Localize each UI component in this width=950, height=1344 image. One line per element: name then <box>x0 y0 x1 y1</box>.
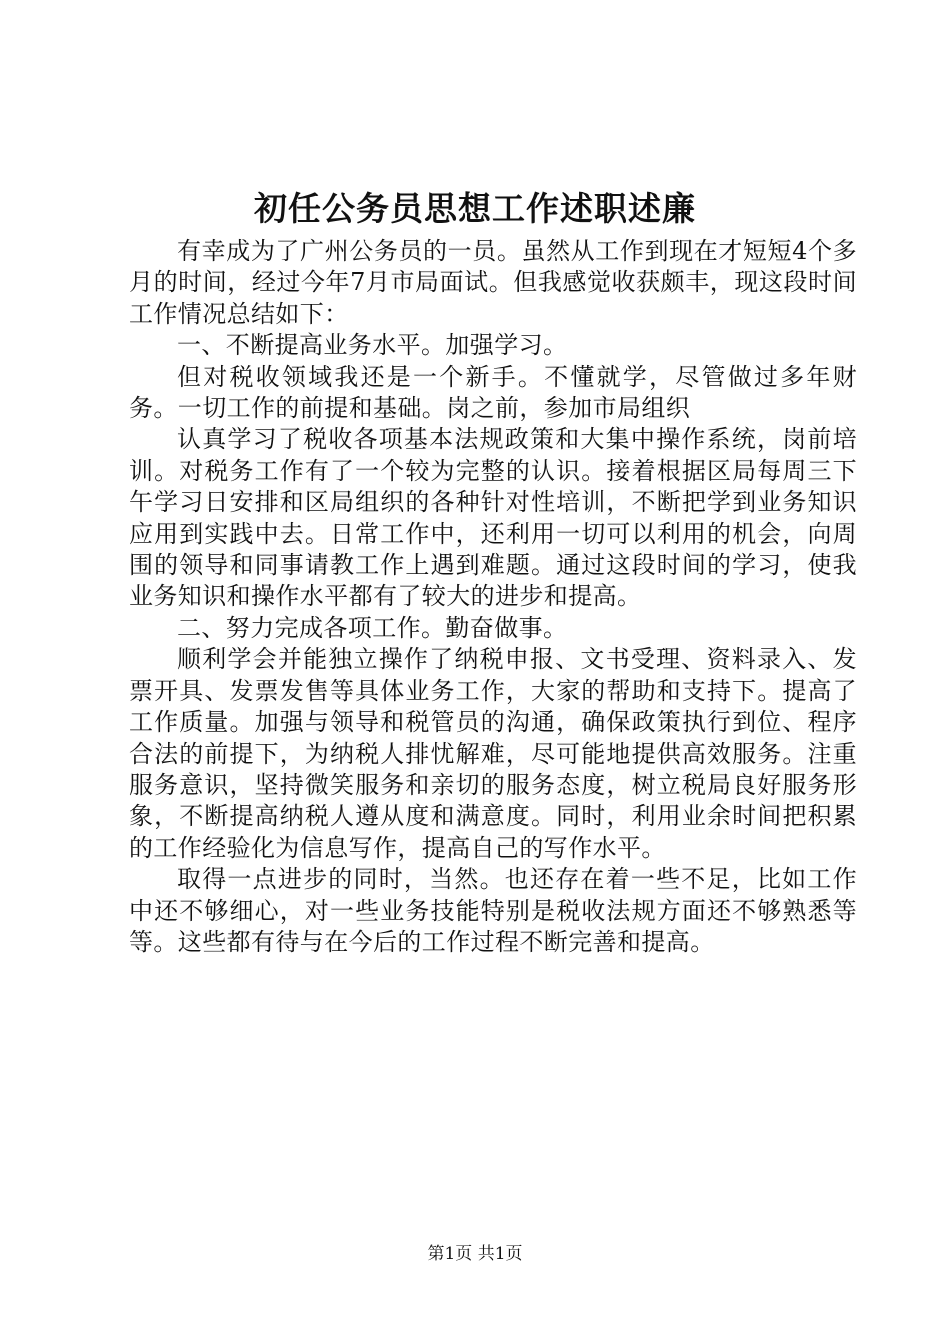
paragraph-intro: 有幸成为了广州公务员的一员。虽然从工作到现在才短短4个多月的时间，经过今年7月市局面试。但我感觉收获颇丰，现这段时间工作情况总结如下： <box>129 237 857 328</box>
paragraph-section-2: 顺利学会并能独立操作了纳税申报、文书受理、资料录入、发票开具、发票发售等具体业务工作，大家的帮助和支持下。提高了工作质量。加强与领导和税管员的沟通，确保政策执行到位、程序合法的前提下，为纳税人排忧解难，尽可能地提供高效服务。注重服务意识，坚持微笑服务和亲切的服务态度，树立税局良好服务形象，不断提高纳税人遵从度和满意度。同时，利用业余时间把积累的工作经验化为信息写作，提高自己的写作水平。 <box>129 645 857 862</box>
paragraph-section-1-b: 认真学习了税收各项基本法规政策和大集中操作系统，岗前培训。对税务工作有了一个较为完整的认识。接着根据区局每周三下午学习日安排和区局组织的各种针对性培训，不断把学到业务知识应用到实践中去。日常工作中，还利用一切可以利用的机会，向周围的领导和同事请教工作上遇到难题。通过这段时间的学习，使我业务知识和操作水平都有了较大的进步和提高。 <box>129 425 857 611</box>
document-body <box>129 236 857 958</box>
section-heading-2: 二、努力完成各项工作。勤奋做事。 <box>177 613 568 642</box>
section-heading-1: 一、不断提高业务水平。加强学习。 <box>177 331 568 360</box>
page-footer: 第1页 共1页 <box>427 1244 523 1264</box>
paragraph-conclusion: 取得一点进步的同时，当然。也还存在着一些不足，比如工作中还不够细心，对一些业务技能特别是税收法规方面还不够熟悉等等。这些都有待与在今后的工作过程不断完善和提高。 <box>129 865 857 956</box>
document-title: 初任公务员思想工作述职述廉 <box>254 189 696 228</box>
paragraph-section-1-a: 但对税收领域我还是一个新手。不懂就学，尽管做过多年财务。一切工作的前提和基础。岗之前，参加市局组织 <box>129 362 857 423</box>
